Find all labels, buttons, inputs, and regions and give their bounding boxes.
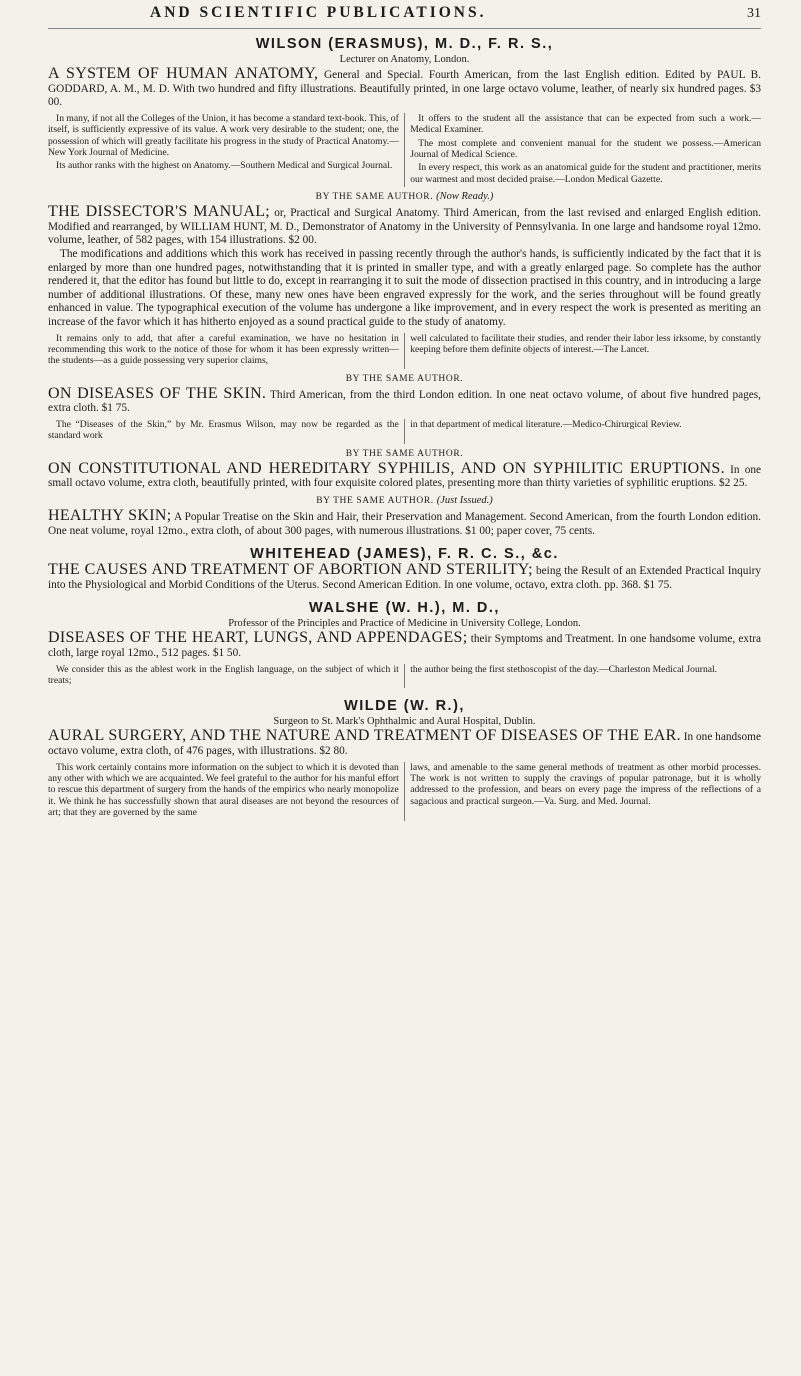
- author-subtitle: Surgeon to St. Mark's Ophthalmic and Aural Hospital, Dublin.: [273, 716, 536, 728]
- reviews: [48, 664, 761, 689]
- author-heading: WALSHE (W. H.), M. D.,: [309, 600, 500, 617]
- author-subtitle: Professor of the Principles and Practice of Medicine in University College, London.: [228, 618, 581, 630]
- review-quote: It remains only to add, that after a careful examination, we have no hesitation in recommending this work to the notice of those for whom it has been expressly written—the students—as a guide possessing very superior claims,: [48, 332, 399, 367]
- book-description: In one small octavo volume, extra cloth, beautifully printed, with four exquisite colored plates, presenting more than thirty varieties of syphilitic eruptions. $2 25.: [48, 463, 762, 490]
- review-quote: in that department of medical literature.—Medico-Chirurgical Review.: [410, 418, 682, 430]
- review-quote: It offers to the student all the assistance that can be expected from such a work.—Medical Examiner.: [410, 112, 761, 136]
- book-title: THE DISSECTOR'S MANUAL;: [48, 203, 271, 221]
- review-quote: We consider this as the ablest work in the English language, on the subject of which it treats;: [48, 663, 399, 686]
- header-rule: [48, 28, 761, 29]
- review-quote: the author being the first stethoscopist of the day.—Charleston Medical Journal.: [410, 663, 718, 675]
- same-author-label: BY THE SAME AUTHOR.: [345, 373, 464, 384]
- book-title: DISEASES OF THE HEART, LUNGS, AND APPENDAGES;: [48, 629, 468, 647]
- reviews-left: [48, 113, 399, 187]
- reviews-right: [404, 419, 761, 444]
- same-author-line: [48, 495, 761, 507]
- same-author-label: BY THE SAME AUTHOR.: [315, 192, 434, 203]
- book-description: General and Special. Fourth American, from the last English edition. Edited by PAUL B. GODDARD, A. M., M. D. With two hundred and fifty illustrations. Beautifully printed, in one large octavo volume, leather, of nearly six hundred pages. $3 00.: [48, 69, 761, 109]
- author-heading: WILSON (ERASMUS), M. D., F. R. S.,: [255, 36, 554, 52]
- availability-note: (Now Ready.): [436, 191, 494, 203]
- reviews-right: [404, 333, 761, 369]
- reviews-left: [48, 419, 399, 444]
- book-title: ON CONSTITUTIONAL AND HEREDITARY SYPHILIS, AND ON SYPHILITIC ERUPTIONS.: [48, 459, 725, 477]
- page-content: [48, 36, 761, 823]
- book-description: or, Practical and Surgical Anatomy. Third American, from the last revised and enlarged English edition. Modified and rearranged, by WILLIAM HUNT, M. D., Demonstrator of Anatomy in the University of Pennsylvania. In one large and handsome royal 12mo. volume, leather, of 582 pages, with 154 illustrations. $2 00.: [48, 207, 761, 247]
- book-entry: [48, 631, 761, 660]
- availability-note: (Just Issued.): [436, 494, 493, 506]
- section-gap: [48, 592, 761, 600]
- book-notice: The modifications and additions which this work has received in passing recently through the author's hands, is sufficiently indicated by the fact that it is enlarged by more than one hundred pages, notwithstanding that it is printed in smaller type, and with a greatly enlarged page. So complete has the author rendered it, that the editor has found but little to do, except in rearranging it to suit the mode of dissection practised in this country, and in introducing a large number of additional illustrations. Of these, many new ones have been engraved expressly for the work, and the series throughout will be found greatly enhanced in value. The typographical execution of the volume has undergone a like improvement, and in every respect the work is presented as meriting an increase of the favor which it has hitherto enjoyed as a sound practical guide to the study of anatomy.: [48, 248, 761, 328]
- reviews-right: [404, 664, 761, 689]
- reviews-right: [404, 762, 761, 821]
- author-heading: WILDE (W. R.),: [344, 698, 465, 715]
- reviews: [48, 762, 761, 821]
- book-title: A SYSTEM OF HUMAN ANATOMY,: [48, 65, 319, 82]
- book-entry: [48, 729, 761, 758]
- book-description: being the Result of an Extended Practical Inquiry into the Physiological and Morbid Conditions of the Uterus. Second American Edition. In one volume, octavo, extra cloth. pp. 368. $1 75.: [48, 565, 761, 591]
- section-gap: [48, 538, 761, 546]
- reviews: [48, 113, 761, 187]
- review-quote: Its author ranks with the highest on Anatomy.—Southern Medical and Surgical Journal.: [56, 160, 393, 172]
- same-author-label: BY THE SAME AUTHOR.: [345, 448, 464, 459]
- reviews-right: [404, 113, 761, 187]
- review-quote: In many, if not all the Colleges of the Union, it has become a standard text-book. This, of itself, is sufficiently expressive of its value. A work very desirable to the student; one, the possession of which will greatly facilitate his progress in the study of Practical Anatomy.—New York Journal of Medicine.: [48, 112, 399, 158]
- book-description: In one handsome octavo volume, extra cloth, of 476 pages, with illustrations. $2 80.: [48, 731, 761, 757]
- reviews: [48, 419, 761, 444]
- book-title: THE CAUSES AND TREATMENT OF ABORTION AND STERILITY;: [48, 561, 533, 579]
- reviews-left: [48, 762, 399, 821]
- review-quote: laws, and amenable to the same general methods of treatment as other morbid processes. The work is not written to supply the cravings of popular patronage, but it is wholly addressed to the profession, and bears on every page the impress of the reflections of a sagacious and practical surgeon.—Va. Surg. and Med. Journal.: [410, 761, 761, 807]
- page-number: 31: [747, 6, 761, 21]
- book-entry: [48, 563, 761, 592]
- reviews: [48, 333, 761, 369]
- author-heading: WHITEHEAD (JAMES), F. R. C. S., &c.: [250, 546, 559, 563]
- review-quote: The most complete and convenient manual for the student we possess.—American Journal of Medical Science.: [410, 137, 761, 160]
- book-entry: [48, 205, 761, 248]
- book-title: ON DISEASES OF THE SKIN.: [48, 384, 267, 402]
- section-gap: [48, 690, 761, 698]
- running-head: [150, 4, 761, 22]
- running-head-title: AND SCIENTIFIC PUBLICATIONS.: [150, 4, 487, 21]
- review-quote: This work certainly contains more information on the subject to which it is devoted than any other with which we are acquainted. We feel grateful to the author for his manful effort to rescue this department of surgery from the hands of the empirics who nearly monopolize it. We think he has successfully shown that aural diseases are not beyond the resources of art; that they are governed by the same: [48, 761, 399, 819]
- review-quote: The “Diseases of the Skin,” by Mr. Erasmus Wilson, may now be regarded as the standard work: [48, 418, 399, 442]
- book-title: AURAL SURGERY, AND THE NATURE AND TREATMENT OF DISEASES OF THE EAR.: [48, 727, 681, 745]
- book-entry: [48, 384, 761, 416]
- same-author-label: BY THE SAME AUTHOR.: [316, 495, 434, 506]
- book-entry: [48, 506, 761, 538]
- book-description: Third American, from the third London edition. In one neat octavo volume, of about five hundred pages, extra cloth. $1 75.: [48, 388, 761, 415]
- reviews-left: [48, 333, 399, 369]
- book-description: their Symptoms and Treatment. In one handsome volume, extra cloth, large royal 12mo., 512 pages. $1 50.: [48, 633, 761, 659]
- book-title: HEALTHY SKIN;: [48, 506, 172, 524]
- book-entry: [48, 67, 761, 110]
- reviews-left: [48, 664, 399, 689]
- author-subtitle: Lecturer on Anatomy, London.: [339, 54, 470, 65]
- book-entry: [48, 459, 762, 491]
- review-quote: In every respect, this work as an anatomical guide for the student and practitioner, merits our warmest and most decided praise.—London Medical Gazette.: [410, 162, 761, 185]
- same-author-line: [48, 191, 761, 203]
- book-description: A Popular Treatise on the Skin and Hair, their Preservation and Management. Second American, from the fourth London edition. One neat volume, royal 12mo., extra cloth, of about 300 pages, with numerous illustrations. $1 00; paper cover, 75 cents.: [48, 510, 761, 537]
- review-quote: well calculated to facilitate their studies, and render their labor less irksome, by constantly keeping before them definite objects of interest.—The Lancet.: [410, 332, 761, 355]
